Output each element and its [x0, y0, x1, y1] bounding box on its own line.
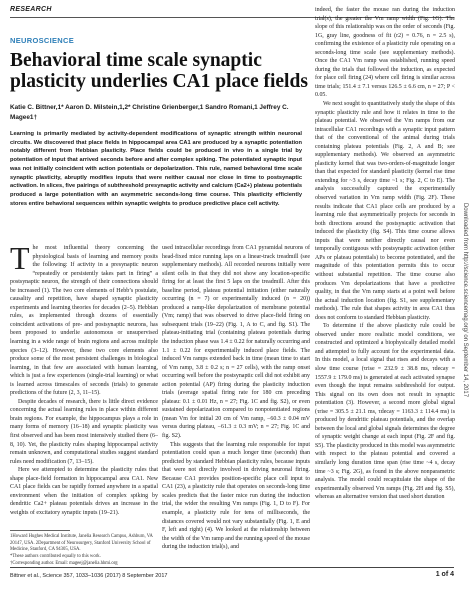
- drop-cap: T: [10, 244, 30, 276]
- body-paragraph: [10, 244, 158, 398]
- download-watermark: Downloaded from http://science.sciencemag.org/ on September 14, 2017: [462, 202, 468, 398]
- footnotes: [10, 534, 158, 568]
- body-paragraph: used intracellular recordings from CA1 pyramidal neurons of head-fixed mice running laps on a linear-track treadmill (see supplementary methods). All recorded neurons initially were silent cells in that they did not show any location-specific firing for at least the first 5 laps on the treadmill. After this baseline period, plateau potential initiation (either naturally occurring (n = 7) or experimentally induced (n = 20)) produced a ramp-like depolarization of membrane potential (Vm; ramp) that was observed to drive place-field firing on subsequent trials (19–22) (Fig. 1, A to C, and fig. S1). The plateau-initiating trial (containing plateau potentials during the induction phase was 1.4 ± 0.22 for naturally occurring and 1.1 ± 0.22 for experimentally induced place fields. The induced Vm ramps extended back in time (mean time to start of Vm ramp, 3.8 ± 0.2 s; n = 27 cells), with the ramp onset occurring well before the postsynaptic cell did not exhibit any action potential (AP) firing during the plasticity induction trials (average spatial firing rate for 180 cm preceding plateau: 0.1 ± 0.01 Hz, n = 27; Fig. 1C and fig. S2), or even sustained depolarization compared to nonpotentiated regions (mean Vm for initial 20 cm of Vm ramp, −60.3 ± 0.04 mV versus during plateau, −61.3 ± 0.3 mV; n = 27; Fig. 1C and fig. S2).: [162, 245, 310, 440]
- body-column-3: [315, 6, 455, 562]
- citation-footer: Bittner et al., Science 357, 1033–1036 (2017) 8 September 2017: [10, 573, 168, 579]
- paragraph-text: he most influential theory concerning the physiological basis of learning and memory posits the following: If activity in a presynaptic neuron “repeatedly or persistently takes part in firing” a postsynaptic neuron, the strength of their connections should be increased (1). The two core elements of Hebb’s postulate, causality and repetition, have shaped synaptic plasticity experiments and learning theories for decades (2–5). Hebbian rules, as implemented through dozens of essentially coincident activations of pre- and postsynaptic neurons, has been proposed to underlie autonomous or unsupervised learning in a wide range of brain regions and across multiple species (3–12). However, these two core elements also produce some of the most persistent challenges in biological learning, in that few are associated with human learning, which is just a few experiences (single-trial learning) or what is learned across timescales of seconds (trials) to generate predictions of the future (2, 3, 11–15).: [10, 245, 158, 397]
- corresponding-author-footnote: †Corresponding author. Email: mageej@janelia.hhmi.org: [10, 560, 118, 566]
- body-column-2: [162, 244, 310, 562]
- body-paragraph: Here we attempted to determine the plasticity rules that shape place-field formation in hippocampal area CA1. New CA1 place fields can be rapidly formed anywhere in a spatial environment when the initiation of complex spiking by dendritic Ca2+ plateau potentials drives an increase in the weights of excitatory synaptic inputs (19–21).: [10, 467, 158, 516]
- footer-divider: [10, 567, 454, 568]
- body-paragraph: This suggests that the learning rule responsible for input potentiation could span a much longer time (seconds) than predicted by standard Hebbian plasticity rules, because inputs that were not directly involved in driving neuronal firing. Because CA1 provides position-specific place cell input to CA1 (23), a plasticity rule that operates on seconds-long time scales predicts that the faster mice run during the induction trial, the wider the resulting Vm ramps (Fig. 1, D to F). For example, a plasticity rule for tens of milliseconds, the distances covered would not vary substantially (Fig. 1, E and F, left and right) (4). We looked at the relationship between the width of the Vm ramp and the running speed of the mouse during the induction trial(s), and: [162, 441, 310, 551]
- body-column-1: [10, 244, 158, 562]
- body-paragraph: To determine if the above plasticity rule could be observed under more realistic model conditions, we constructed and optimized a biophysically detailed model and attempted to fully account for the experimental data. In this model, a local signal that rises and decays with a slow time course (τrise = 232.9 ± 38.8 ms, τdecay = 1557.9 ± 179.0 ms) is generated at each activated synapse even though the input remains subthreshold for output. This signal on its own does not result in synaptic potentiation (3). However, a second more global signal (τrise = 305.5 ± 21.1 ms, τdecay = 1163.3 ± 114.4 ms) is produced by dendritic plateau potentials, and the overlap between the local and global signals determines the degree of synaptic weight change at each input (Fig. 2F and fig. S5). The plasticity produced in this model was asymmetric with respect to the plateau potential and covered a similarly long duration time span (rise time ~4 s, decay time ~3 s; Fig. 2G), as found in the above nonparametric analysis. The model could recapitulate the shape of the experimentally observed Vm ramps (Fig. 2H and fig. S5), whereas an alternative version that used short duration: [315, 323, 455, 501]
- page-number: 1 of 4: [435, 571, 454, 578]
- section-label: RESEARCH: [10, 6, 52, 13]
- article-title: Behavioral time scale synaptic plasticity underlies CA1 place fields: [10, 50, 308, 92]
- abstract: Learning is primarily mediated by activity-dependent modifications of synaptic strength within neuronal circuits. We discovered that place fields in hippocampal area CA1 are produced by a synaptic potentiation notably different from Hebbian plasticity. Place fields could be produced in vivo in a single trial by potentiation of input that arrived seconds before and after complex spiking. The potentiated synaptic input was not initially coincident with action potentials or depolarization. This rule, named behavioral time scale synaptic plasticity, abruptly modifies inputs that were neither causal nor close in time to postsynaptic activation. In slices, five pairings of subthreshold presynaptic activity and calcium (Ca2+) plateau potentials produced a large potentiation with an asymmetric seconds-long time course. This plasticity efficiently stores entire behavioral sequences within synaptic weights to produce predictive place cell activity.: [10, 131, 302, 207]
- affiliation-footnote: 1Howard Hughes Medical Institute, Janelia Research Campus, Ashburn, VA 20147, USA. 2Department of Neurosurgery, Stanford University School of Medicine, Stanford, CA 94305, USA.: [10, 534, 153, 553]
- subject-kicker: NEUROSCIENCE: [10, 36, 75, 45]
- footnote-divider: [10, 530, 70, 531]
- body-paragraph: We next sought to quantitatively study the shape of this synaptic plasticity rule and how it relates in time to the plateau potential. We observed the Vm ramps from our intracellular CA1 recordings with a synaptic input pattern that of the conventional of the animal during trials containing plateau potentials (Fig. 2, A and B; see supplementary methods). We observed an asymmetric plasticity kernel that was two-orders-of-magnitude longer than that expected for standard plasticity (kernel rise time extending for ~3 s, decay time ~1 s; Fig. 2, C to E). The analysis successfully captured the experimentally observed variation in Vm ramp width (Fig. 2F). These results indicate that CA1 place cells are produced by a learning rule that asymmetrically projects for seconds in both directions around the postsynaptic activation that induced the plasticity (fig. S4). This time course allows inputs that were neither directly causal nor even temporally contiguous with postsynaptic activation (either APs or plateau potentials) to become potentiated, and the magnitude of this potentiation permits this to occur without substantial repetition. The time course also produces Vm depolarizations that have a predictive quality, in that the Vm ramp starts at a point well before the actual induction location (fig. S1, see supplementary methods). The rule that shapes activity in area CA1 thus does not conform to standard Hebbian plasticity.: [315, 101, 455, 321]
- equal-contribution-footnote: *These authors contributed equally to this work.: [10, 554, 101, 560]
- body-paragraph: Despite decades of research, there is little direct evidence concerning the actual learning rules in place within different brain regions. For example, the hippocampus plays a role in many forms of memory (16–18) and synaptic plasticity was first observed and has been most intensively studied there (6–8, 10). Yet, the plasticity rules shaping hippocampal activity remain unknown, and computational studies suggest standard rules need modification (7, 13–15).: [10, 398, 158, 465]
- author-list: Katie C. Bittner,1* Aaron D. Milstein,1,2* Christine Grienberger,1 Sandro Romani,1 Jeffrey C. Magee1†: [10, 104, 289, 121]
- body-paragraph: indeed, the faster the mouse ran during the induction trial(s), the greater the Vm ramp width (Fig. 1G). The slope of this relationship was on the order of seconds (Fig. 1G, gray line, goodness of fit (r2) = 0.76, n = 2.5 s), confirming the existence of a plasticity rule operating on a seconds-long time scale (see supplementary methods). Once the CA1 Vm ramp was established, running speed during the trials that followed the induction, as expected for place cell firing (24) where cell firing is similar across time trials; 151.4 ± 7.1 versus 126.5 ± 6.6 cm, n = 27; P < 0.05.: [315, 7, 455, 99]
